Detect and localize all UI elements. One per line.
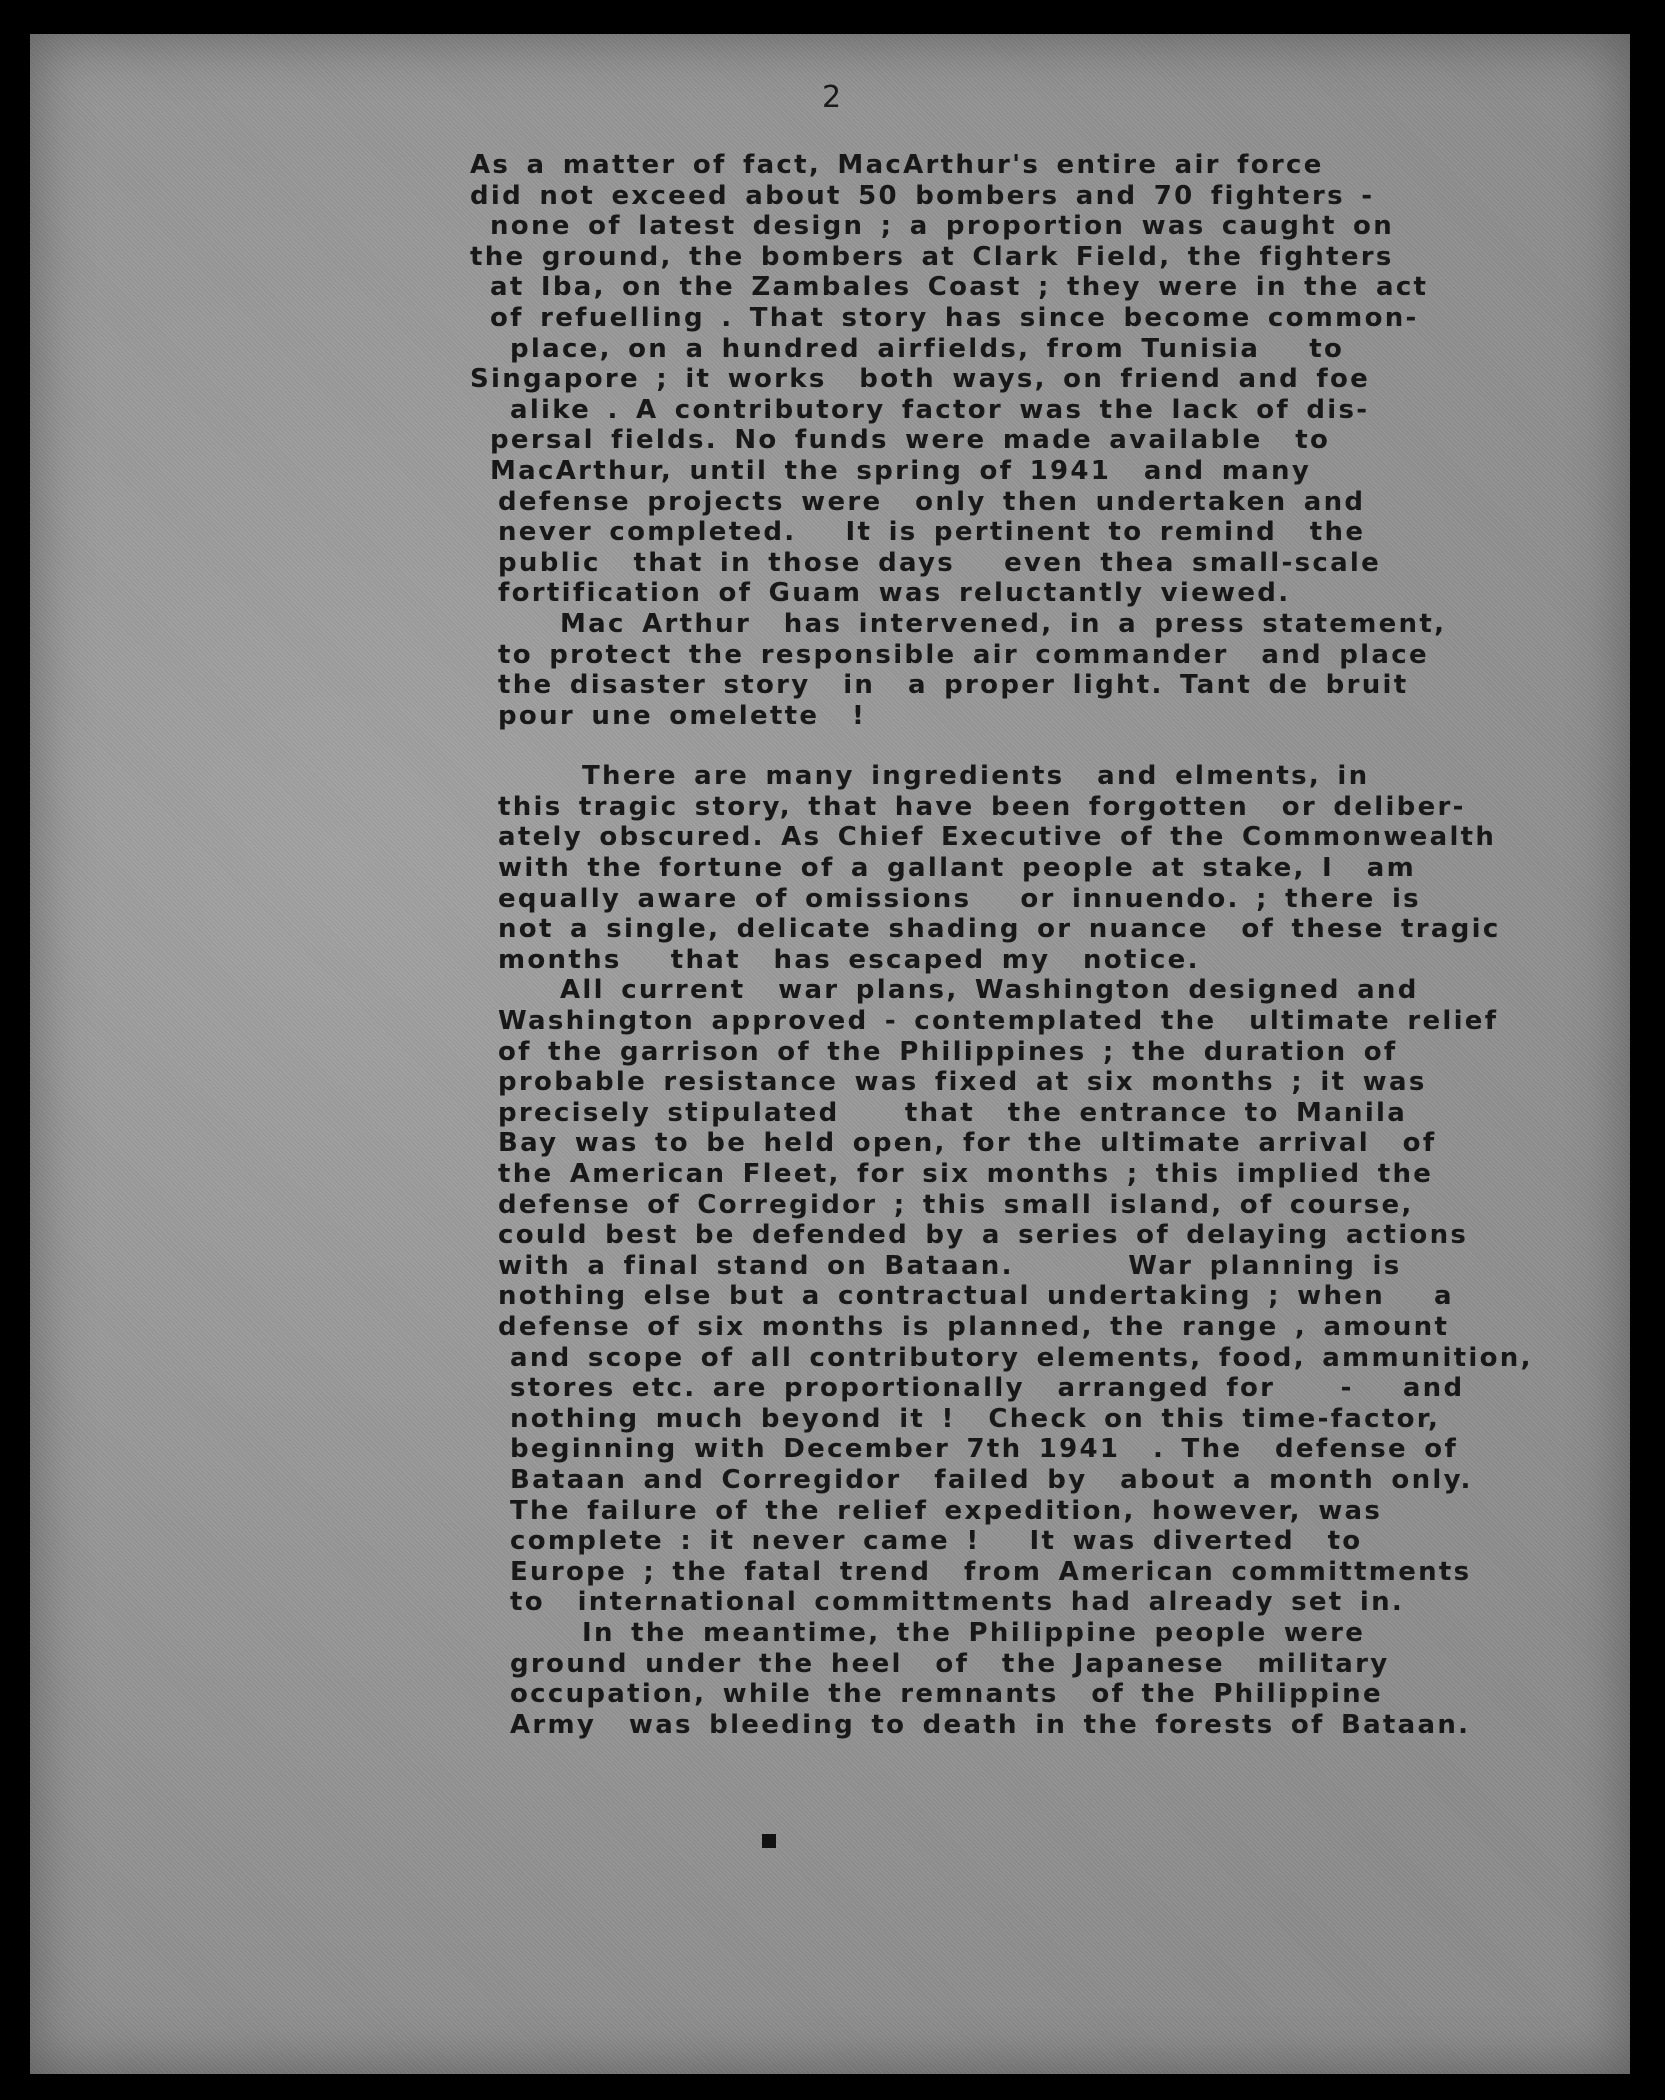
text-line: nothing much beyond it ! Check on this time-factor, — [510, 1403, 1441, 1434]
text-line: All current war plans, Washington designed and — [560, 975, 1419, 1006]
text-line: never completed. It is pertinent to remind the — [498, 517, 1366, 548]
text-line: Singapore ; it works both ways, on friend and foe — [470, 364, 1371, 395]
text-line: fortification of Guam was reluctantly viewed. — [498, 578, 1291, 609]
text-line: Bataan and Corregidor failed by about a month only. — [510, 1464, 1473, 1495]
text-line: and scope of all contributory elements, food, ammunition, — [510, 1342, 1533, 1373]
text-line: pour une omelette ! — [498, 700, 867, 731]
text-line: MacArthur, until the spring of 1941 and many — [490, 455, 1312, 486]
text-line: There are many ingredients and elments, in — [582, 761, 1370, 792]
text-line: the American Fleet, for six months ; this implied the — [498, 1159, 1434, 1189]
text-line: to international committments had already set in. — [510, 1587, 1405, 1618]
text-line: ground under the heel of the Japanese military — [510, 1648, 1390, 1679]
text-line: Bay was to be held open, for the ultimate arrival of — [498, 1128, 1437, 1159]
ink-dot — [762, 1834, 776, 1848]
text-line: did not exceed about 50 bombers and 70 fighters - — [470, 180, 1375, 211]
text-line: at Iba, on the Zambales Coast ; they were in the act — [490, 272, 1429, 303]
text-line: occupation, while the remnants of the Philippine — [510, 1679, 1383, 1710]
page-number: 2 — [822, 80, 842, 115]
text-line: persal fields. No funds were made available to — [490, 425, 1331, 456]
text-line: In the meantime, the Philippine people were — [582, 1617, 1366, 1648]
text-line: ately obscured. As Chief Executive of the Commonwealth — [498, 822, 1497, 853]
text-line: public that in those days even thea small-scale — [498, 547, 1382, 578]
text-line: defense of Corregidor ; this small island, of course, — [498, 1189, 1414, 1220]
text-line: place, on a hundred airfields, from Tunisia to — [510, 333, 1345, 364]
text-line: stores etc. are proportionally arranged for - and — [510, 1373, 1465, 1404]
text-line: probable resistance was fixed at six months ; it was — [498, 1067, 1427, 1098]
text-line: The failure of the relief expedition, however, was — [510, 1495, 1383, 1526]
text-line: Washington approved - contemplated the ultimate relief — [498, 1006, 1499, 1037]
text-line: of the garrison of the Philippines ; the duration of — [498, 1036, 1398, 1067]
paragraph-gap — [470, 731, 1550, 761]
text-line: precisely stipulated that the entrance to Manila — [498, 1097, 1408, 1128]
text-line: the ground, the bombers at Clark Field, the fighters — [470, 241, 1394, 272]
text-line: defense of six months is planned, the range , amount — [498, 1311, 1450, 1342]
text-line: Europe ; the fatal trend from American committments — [510, 1556, 1472, 1587]
text-line: defense projects were only then undertaken and — [498, 486, 1366, 517]
text-line: nothing else but a contractual undertaking ; when a — [498, 1281, 1454, 1312]
text-line: with a final stand on Bataan. War planning is — [498, 1250, 1402, 1281]
text-line: months that has escaped my notice. — [498, 944, 1200, 975]
document-body — [470, 150, 1550, 1740]
text-line: complete : it never came ! It was diverted to — [510, 1526, 1363, 1557]
text-line: of refuelling . That story has since become common- — [490, 302, 1419, 333]
text-line: beginning with December 7th 1941 . The defense of — [510, 1434, 1459, 1465]
text-line: none of latest design ; a proportion was caught on — [490, 211, 1395, 242]
text-line: the disaster story in a proper light. Tant de bruit — [498, 670, 1409, 701]
text-line: could best be defended by a series of delaying actions — [498, 1220, 1469, 1251]
text-line: with the fortune of a gallant people at stake, I am — [498, 853, 1416, 884]
text-line: not a single, delicate shading or nuance of these tragic — [498, 914, 1501, 945]
text-line: Mac Arthur has intervened, in a press statement, — [560, 608, 1447, 639]
text-line: this tragic story, that have been forgotten or deliber- — [498, 791, 1466, 822]
text-line: As a matter of fact, MacArthur's entire air force — [470, 150, 1324, 180]
text-line: Army was bleeding to death in the forests of Bataan. — [510, 1709, 1471, 1740]
text-line: equally aware of omissions or innuendo. ; there is — [498, 883, 1421, 914]
text-line: alike . A contributory factor was the lack of dis- — [510, 394, 1370, 425]
text-line: to protect the responsible air commander and place — [498, 639, 1429, 670]
